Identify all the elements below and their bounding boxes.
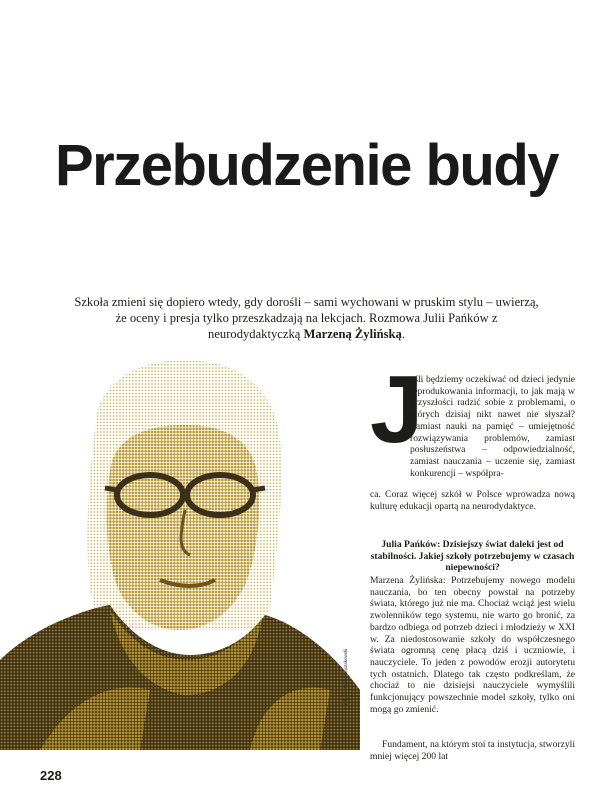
intro-paragraph-end: ca. Coraz więcej szkół w Polsce wprowadza nową kulturę edukacji opartą na neurodydaktyce. <box>370 489 575 512</box>
drop-cap: J <box>370 356 424 463</box>
portrait-photo <box>0 360 360 750</box>
interview-question: Julia Pańków: Dzisiejszy świat daleki jest od stabilności. Jakiej szkoły potrzebujemy w czasach niepewności? <box>370 539 575 574</box>
article-title: Przebudzenie budy <box>54 133 558 198</box>
page-number: 228 <box>40 768 62 783</box>
article-lead <box>70 294 543 342</box>
intro-paragraph: eśli będziemy oczekiwać od dzieci jedynie reprodukowania informacji, to jak mają w przyszłości radzić sobie z problemami, o których dzisiaj nikt nawet nie słyszał? Zamiast nauki na pamięć – umiejętność rozwiązywania problemów, zamiast posłuszeństwa – odpowiedzialność, zamiast nauczania – uczenie się, zamiast konkurencji – współpra- <box>410 374 575 479</box>
lead-text: Szkoła zmieni się dopiero wtedy, gdy dorośli – sami wychowani w pruskim stylu – uwierzą, że oceny i presja tylko przeszkadzają na lekcjach. Rozmowa Julii Pańków z neurodydaktyczką <box>74 295 539 341</box>
photo-credit: zdjęcie: Michał Łuczakowski <box>343 648 348 705</box>
lead-end: . <box>401 327 405 341</box>
interview-answer: Marzena Żylińska: Potrzebujemy nowego modelu nauczania, bo ten obecny powstał na potrzeby świata, którego już nie ma. Chociaż wciąż jest wielu zwolenników tego systemu, nie warto go bronić, za bardzo odbiega od potrzeb dzieci i młodzieży w XXI w. Za niedostosowanie szkoły do współczesnego świata ogromną cenę płacą dziś i uczniowie, i nauczyciele. To jeden z powodów erozji autorytetu tych ostatnich. Dlatego tak często podkreślam, że chociaż to nie dzisiejsi nauczyciele wymyślili funkcjonujący powszechnie model szkoły, tylko oni mogą go zmienić. <box>370 575 575 715</box>
interview-answer-continued: Fundament, na którym stoi ta instytucja, stworzyli mniej więcej 200 lat <box>370 739 575 762</box>
interviewee-name: Marzeną Żylińską <box>303 327 402 341</box>
